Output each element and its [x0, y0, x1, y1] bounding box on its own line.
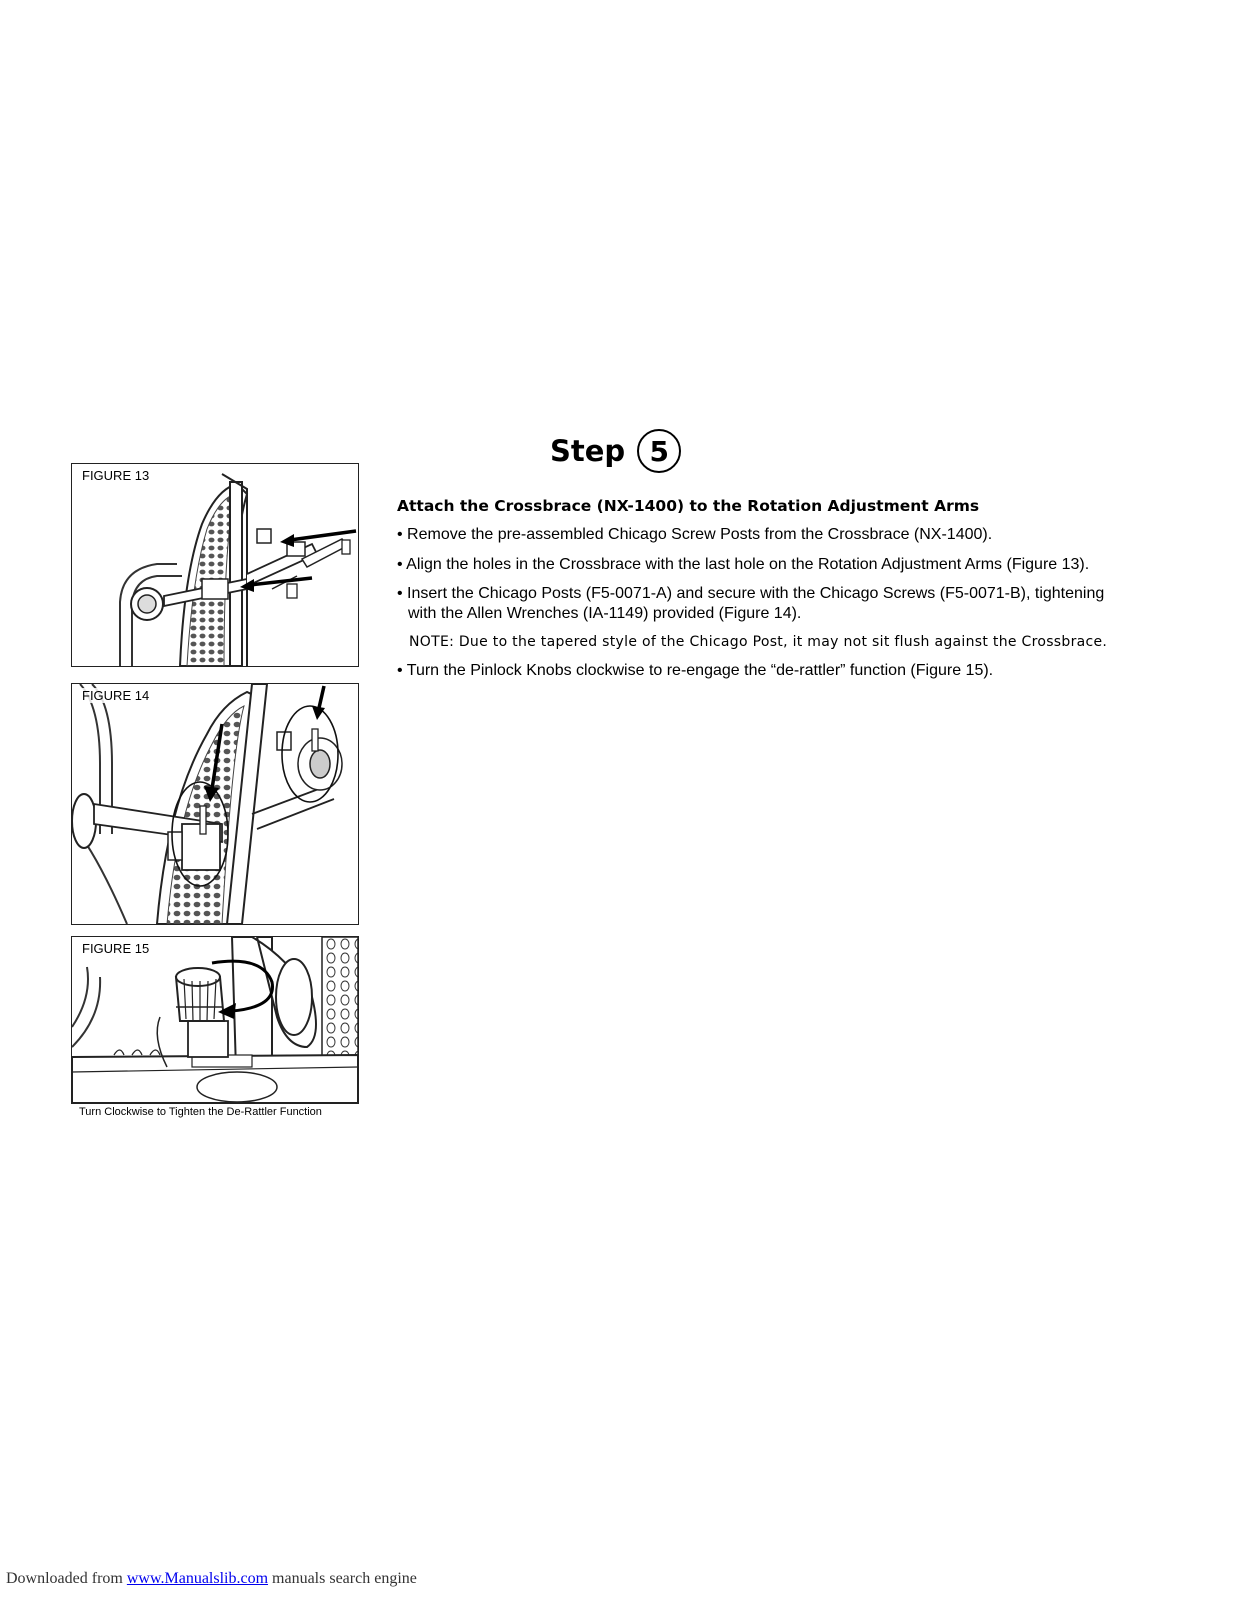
step-number-circle: 5	[637, 429, 681, 473]
instruction-bullet-3: • Insert the Chicago Posts (F5-0071-A) and secure with the Chicago Screws (F5-0071-B), tightening with the Allen Wrenches (IA-1149) provided (Figure 14).	[397, 585, 1105, 622]
footer-suffix: manuals search engine	[268, 1570, 417, 1587]
manualslib-link[interactable]: www.Manualslib.com	[126, 1570, 269, 1587]
figure-13-illustration	[72, 464, 358, 666]
figure-15-illustration	[72, 937, 358, 1103]
instruction-bullet-4: • Turn the Pinlock Knobs clockwise to re-engage the “de-rattler” function (Figure 15).	[397, 662, 994, 679]
figure-14	[71, 683, 359, 925]
instruction-note: NOTE: Due to the tapered style of the Chicago Post, it may not sit flush against the Crossbrace.	[409, 634, 1108, 650]
step-word: Step	[550, 434, 626, 468]
download-footer	[6, 1570, 417, 1588]
instruction-bullet-2: • Align the holes in the Crossbrace with the last hole on the Rotation Adjustment Arms (Figure 13).	[397, 555, 1090, 573]
instruction-bullet-1: • Remove the pre-assembled Chicago Screw Posts from the Crossbrace (NX-1400).	[397, 526, 993, 543]
footer-prefix: Downloaded from	[6, 1570, 127, 1587]
figure-14-illustration	[72, 684, 358, 924]
figure-13	[71, 463, 359, 667]
figure-15-caption: Turn Clockwise to Tighten the De-Rattler Function	[79, 1106, 322, 1118]
instructions	[397, 497, 1117, 691]
figure-15	[71, 936, 359, 1104]
instructions-heading: Attach the Crossbrace (NX-1400) to the Rotation Adjustment Arms	[397, 497, 980, 515]
figure-15-label: FIGURE 15	[82, 941, 150, 956]
figure-14-label: FIGURE 14	[82, 688, 150, 703]
step-title	[550, 429, 681, 473]
figure-13-label: FIGURE 13	[82, 468, 150, 483]
